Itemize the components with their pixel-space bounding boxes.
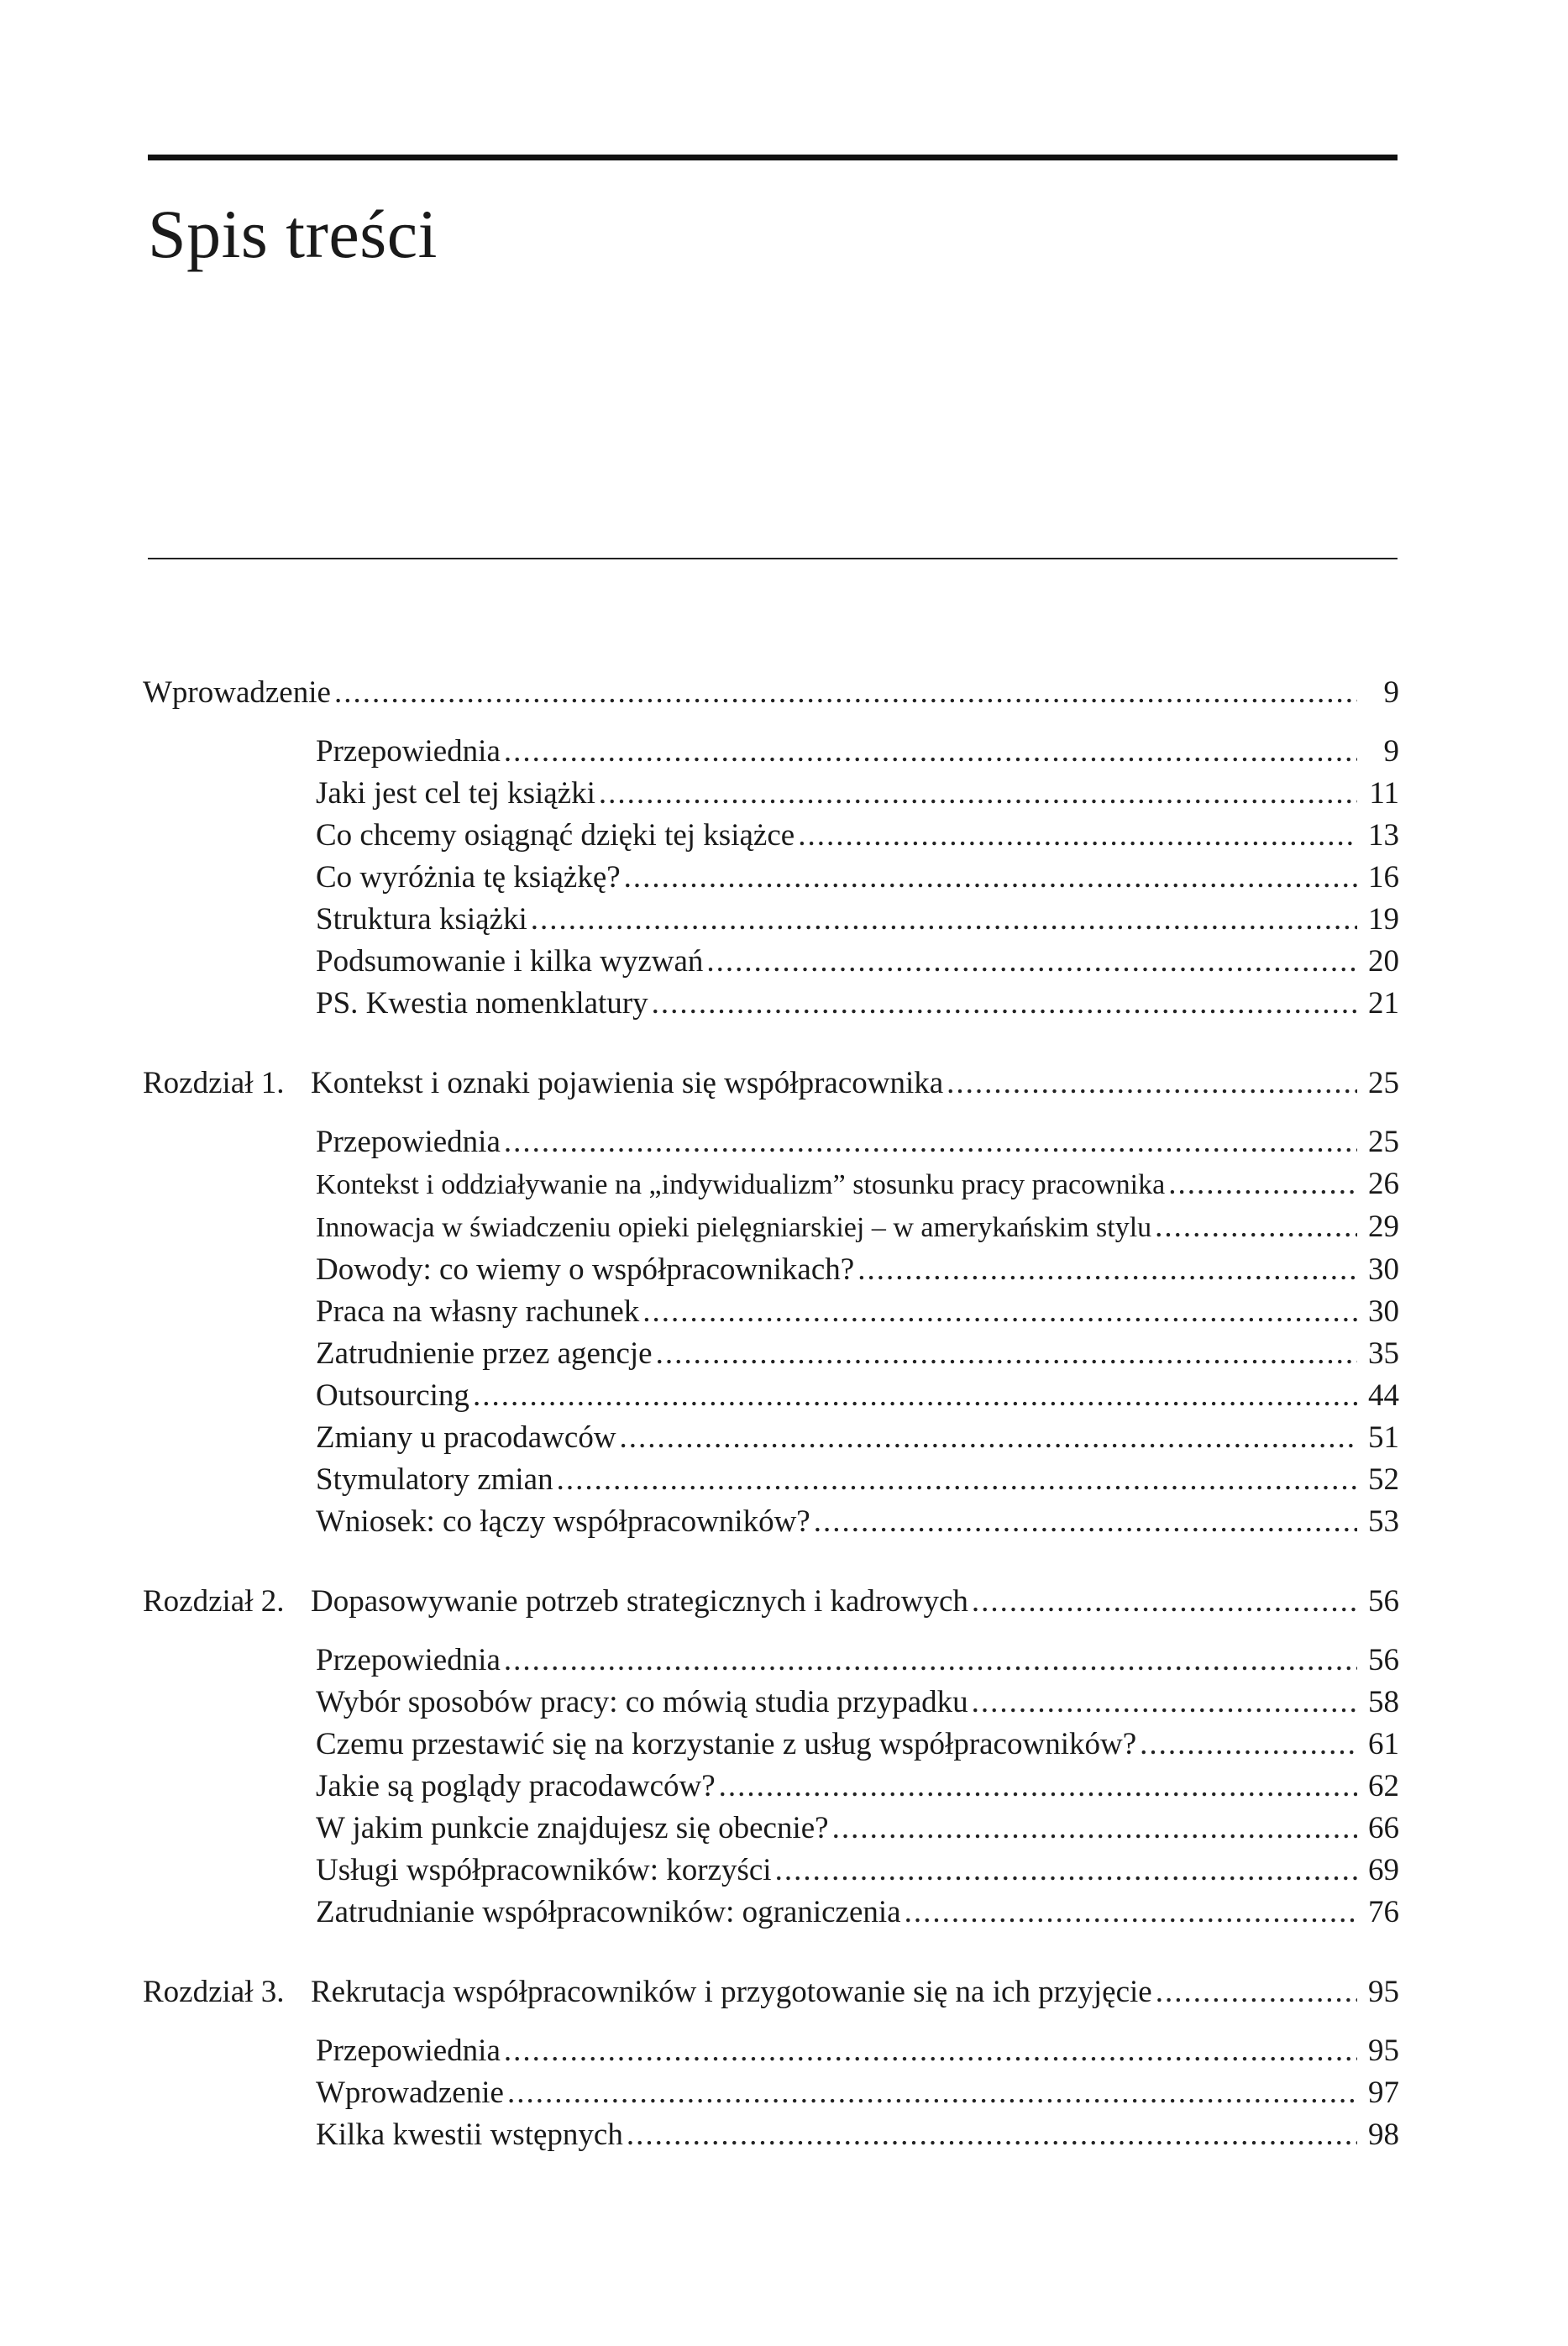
- page-number: 26: [1368, 1167, 1399, 1201]
- page-title: Spis treści: [148, 196, 438, 272]
- entry-title: Przepowiednia: [316, 1643, 501, 1677]
- entry-title: Co chcemy osiągnąć dzięki tej książce: [316, 818, 795, 853]
- entry-title: Kilka kwestii wstępnych: [316, 2118, 623, 2152]
- entry-title: Przepowiednia: [316, 1125, 501, 1159]
- toc-subsection-list: [143, 731, 1399, 1025]
- entry-title: W jakim punkcie znajdujesz się obecnie?: [316, 1811, 829, 1845]
- toc-entry-row: [316, 2114, 1399, 2156]
- page-number: 51: [1368, 1420, 1399, 1455]
- dot-leader: [857, 1249, 1357, 1291]
- entry-title: Co wyróżnia tę książkę?: [316, 860, 621, 895]
- entry-title: Jakie są poglądy pracodawców?: [316, 1769, 716, 1803]
- entry-title: Stymulatory zmian: [316, 1462, 553, 1497]
- toc-entry-row: [316, 1249, 1399, 1291]
- toc-section: [143, 1581, 1399, 1934]
- entry-title: Zmiany u pracodawców: [316, 1420, 616, 1455]
- page-number: 97: [1368, 2076, 1399, 2110]
- dot-leader: [1140, 1724, 1357, 1766]
- toc-entry-row: [316, 1501, 1399, 1543]
- toc-entry-row: [316, 1724, 1399, 1766]
- chapter-title: Rekrutacja współpracowników i przygotowanie się na ich przyjęcie: [311, 1975, 1152, 2009]
- page-number: 53: [1368, 1504, 1399, 1539]
- page-number: 69: [1368, 1853, 1399, 1887]
- page-number: 9: [1383, 734, 1399, 769]
- page-number: 44: [1368, 1378, 1399, 1413]
- dot-leader: [1168, 1163, 1357, 1205]
- page-number: 25: [1368, 1066, 1399, 1100]
- page-number: 11: [1369, 776, 1399, 811]
- toc-section: [143, 1063, 1399, 1543]
- page-number: 29: [1368, 1210, 1399, 1244]
- toc-subsection-list: [143, 2030, 1399, 2156]
- dot-leader: [627, 2114, 1357, 2156]
- entry-title: Innowacja w świadczeniu opieki pielęgniarskiej – w amerykańskim stylu: [316, 1212, 1152, 1243]
- section-rule: [148, 558, 1398, 559]
- toc-entry-row: [316, 815, 1399, 857]
- entry-title: Praca na własny rachunek: [316, 1294, 640, 1329]
- top-rule: [148, 155, 1398, 160]
- dot-leader: [719, 1766, 1357, 1808]
- toc-chapter-row: [143, 1063, 1399, 1105]
- toc-entry-row: [316, 941, 1399, 983]
- dot-leader: [620, 1417, 1357, 1459]
- toc-chapter-row: [143, 1581, 1399, 1623]
- entry-title: Wybór sposobów pracy: co mówią studia przypadku: [316, 1685, 968, 1719]
- page-number: 58: [1368, 1685, 1399, 1719]
- toc-entry-row: [316, 1640, 1399, 1682]
- page-number: 35: [1368, 1336, 1399, 1371]
- dot-leader: [947, 1063, 1357, 1105]
- toc-entry-row: [316, 1121, 1399, 1163]
- toc-section: [143, 1971, 1399, 2156]
- page-number: 66: [1368, 1811, 1399, 1845]
- chapter-title: Kontekst i oznaki pojawienia się współpracownika: [311, 1066, 944, 1100]
- chapter-number: Rozdział 2.: [143, 1584, 285, 1619]
- toc-entry-row: [316, 2072, 1399, 2114]
- page-number: 25: [1368, 1125, 1399, 1159]
- page-number: 30: [1368, 1294, 1399, 1329]
- page-number: 9: [1383, 675, 1399, 710]
- dot-leader: [706, 941, 1357, 983]
- toc-entry-row: [316, 1417, 1399, 1459]
- toc-subsection-list: [143, 1640, 1399, 1934]
- toc-section: [143, 672, 1399, 1025]
- page-number: 16: [1368, 860, 1399, 895]
- page-number: 56: [1368, 1584, 1399, 1619]
- toc-entry-row: [316, 2030, 1399, 2072]
- dot-leader: [557, 1459, 1357, 1501]
- dot-leader: [504, 731, 1357, 773]
- dot-leader: [334, 672, 1357, 714]
- entry-title: PS. Kwestia nomenklatury: [316, 986, 648, 1021]
- dot-leader: [1156, 1971, 1357, 2013]
- chapter-title: Dopasowywanie potrzeb strategicznych i kadrowych: [311, 1584, 968, 1619]
- dot-leader: [972, 1682, 1357, 1724]
- dot-leader: [652, 983, 1357, 1025]
- page-number: 21: [1368, 986, 1399, 1021]
- dot-leader: [507, 2072, 1357, 2114]
- entry-title: Jaki jest cel tej książki: [316, 776, 595, 811]
- dot-leader: [642, 1291, 1357, 1333]
- toc-entry-row: [316, 1766, 1399, 1808]
- dot-leader: [599, 773, 1357, 815]
- toc-entry-row: [316, 773, 1399, 815]
- toc-entry-row: [316, 1682, 1399, 1724]
- dot-leader: [775, 1850, 1357, 1892]
- dot-leader: [504, 1640, 1357, 1682]
- entry-title: Zatrudnienie przez agencje: [316, 1336, 653, 1371]
- page-number: 76: [1368, 1895, 1399, 1929]
- toc-chapter-row: [143, 672, 1399, 714]
- toc-entry-row: [316, 1459, 1399, 1501]
- entry-title: Outsourcing: [316, 1378, 469, 1413]
- dot-leader: [504, 2030, 1357, 2072]
- page-number: 61: [1368, 1727, 1399, 1761]
- dot-leader: [656, 1333, 1357, 1375]
- toc-chapter-row: [143, 1971, 1399, 2013]
- dot-leader: [504, 1121, 1357, 1163]
- toc-entry-row: [316, 1206, 1399, 1249]
- entry-title: Przepowiednia: [316, 734, 501, 769]
- entry-title: Zatrudnianie współpracowników: ograniczenia: [316, 1895, 901, 1929]
- dot-leader: [624, 857, 1357, 899]
- dot-leader: [972, 1581, 1357, 1623]
- dot-leader: [473, 1375, 1357, 1417]
- page-number: 13: [1368, 818, 1399, 853]
- entry-title: Przepowiednia: [316, 2034, 501, 2068]
- toc-entry-row: [316, 1850, 1399, 1892]
- toc-entry-row: [316, 731, 1399, 773]
- toc-entry-row: [316, 1375, 1399, 1417]
- entry-title: Kontekst i oddziaływanie na „indywidualizm” stosunku pracy pracownika: [316, 1169, 1166, 1200]
- entry-title: Dowody: co wiemy o współpracownikach?: [316, 1252, 855, 1287]
- dot-leader: [814, 1501, 1357, 1543]
- page-number: 62: [1368, 1769, 1399, 1803]
- entry-title: Wniosek: co łączy współpracowników?: [316, 1504, 810, 1539]
- page-number: 95: [1368, 2034, 1399, 2068]
- toc-entry-row: [316, 899, 1399, 941]
- toc-entry-row: [316, 857, 1399, 899]
- entry-title: Struktura książki: [316, 902, 527, 937]
- entry-title: Usługi współpracowników: korzyści: [316, 1853, 772, 1887]
- page-number: 20: [1368, 944, 1399, 979]
- page-number: 52: [1368, 1462, 1399, 1497]
- entry-title: Czemu przestawić się na korzystanie z usług współpracowników?: [316, 1727, 1137, 1761]
- toc-entry-row: [316, 1808, 1399, 1850]
- dot-leader: [798, 815, 1357, 857]
- chapter-number: Rozdział 3.: [143, 1975, 285, 2009]
- chapter-title: Wprowadzenie: [143, 675, 331, 710]
- page-number: 95: [1368, 1975, 1399, 2009]
- entry-title: Podsumowanie i kilka wyzwań: [316, 944, 704, 979]
- page-number: 98: [1368, 2118, 1399, 2152]
- entry-title: Wprowadzenie: [316, 2076, 504, 2110]
- table-of-contents: [143, 672, 1399, 2156]
- toc-entry-row: [316, 1892, 1399, 1934]
- dot-leader: [531, 899, 1357, 941]
- dot-leader: [905, 1892, 1357, 1934]
- dot-leader: [832, 1808, 1357, 1850]
- toc-entry-row: [316, 1291, 1399, 1333]
- page-number: 19: [1368, 902, 1399, 937]
- page-number: 30: [1368, 1252, 1399, 1287]
- toc-entry-row: [316, 1163, 1399, 1206]
- dot-leader: [1155, 1206, 1357, 1248]
- chapter-number: Rozdział 1.: [143, 1066, 285, 1100]
- page-number: 56: [1368, 1643, 1399, 1677]
- toc-subsection-list: [143, 1121, 1399, 1543]
- toc-entry-row: [316, 983, 1399, 1025]
- toc-entry-row: [316, 1333, 1399, 1375]
